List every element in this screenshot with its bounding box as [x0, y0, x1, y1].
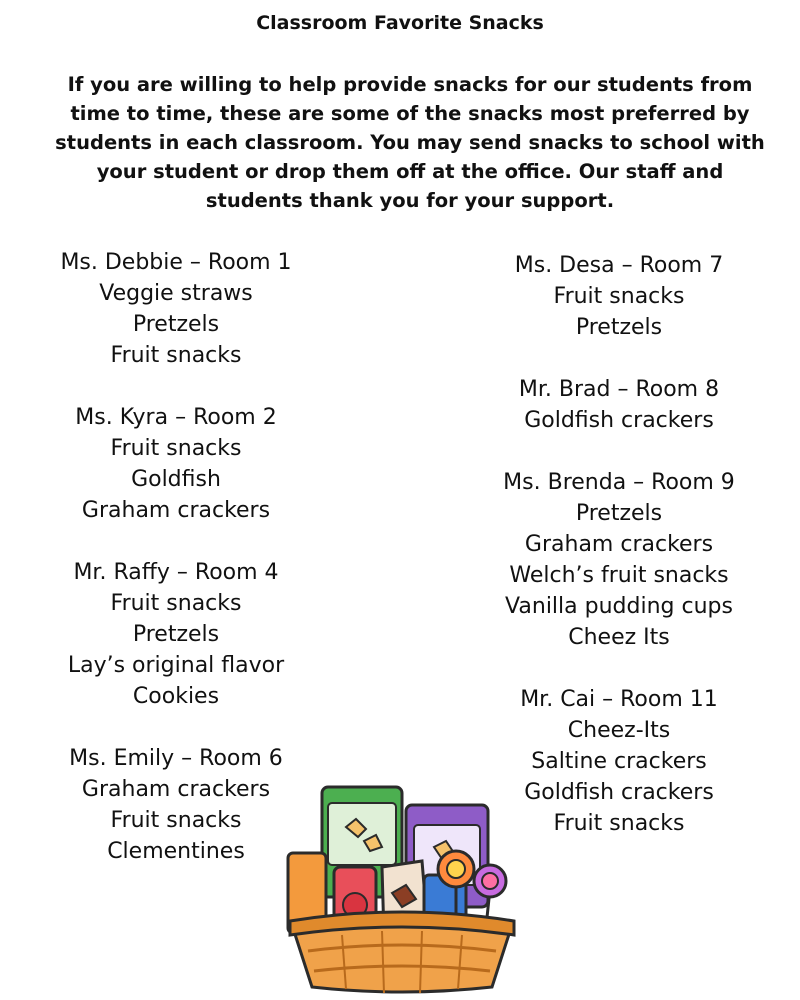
snack-item: Pretzels — [575, 315, 663, 340]
left-column — [11, 247, 341, 867]
snack-item: Cheez Its — [568, 625, 670, 650]
snack-item: Fruit snacks — [110, 436, 242, 461]
room-block — [11, 247, 341, 371]
snack-list — [454, 281, 784, 343]
room-block — [454, 250, 784, 343]
room-teacher-heading: Mr. Raffy – Room 4 — [73, 560, 279, 585]
snack-item: Fruit snacks — [110, 591, 242, 616]
snack-item: Fruit snacks — [110, 808, 242, 833]
snack-item: Graham crackers — [524, 532, 714, 557]
snack-item: Saltine crackers — [531, 749, 707, 774]
snack-item: Cookies — [132, 684, 220, 709]
room-teacher-heading: Ms. Brenda – Room 9 — [503, 470, 735, 495]
snack-item: Welch’s fruit snacks — [509, 563, 729, 588]
room-teacher-heading: Mr. Brad – Room 8 — [518, 377, 720, 402]
snack-list — [11, 588, 341, 712]
snack-basket-icon — [282, 775, 522, 995]
snack-item: Goldfish crackers — [524, 408, 714, 433]
snack-item: Graham crackers — [81, 777, 271, 802]
room-teacher-heading: Mr. Cai – Room 11 — [520, 687, 718, 712]
snack-item: Goldfish — [131, 467, 221, 492]
right-column — [454, 250, 784, 839]
snack-item: Graham crackers — [81, 498, 271, 523]
snack-list — [11, 278, 341, 371]
page-title: Classroom Favorite Snacks — [256, 12, 544, 34]
snack-item: Fruit snacks — [553, 811, 685, 836]
snack-item: Pretzels — [132, 622, 220, 647]
room-block — [11, 557, 341, 712]
snack-item: Lay’s original flavor — [67, 653, 285, 678]
room-teacher-heading: Ms. Emily – Room 6 — [69, 746, 283, 771]
snack-item: Pretzels — [132, 312, 220, 337]
snack-list — [454, 405, 784, 436]
room-teacher-heading: Ms. Desa – Room 7 — [514, 253, 724, 278]
room-block — [454, 467, 784, 653]
snack-list — [454, 498, 784, 653]
snack-item: Pretzels — [575, 501, 663, 526]
intro-paragraph: If you are willing to help provide snacks for our students from time to time, these are some of the snacks most preferred by students in each classroom. You may send snacks to school with your student or drop them off at the office. Our staff and students thank you for your support. — [55, 73, 765, 212]
room-teacher-heading: Ms. Kyra – Room 2 — [75, 405, 277, 430]
snack-item: Fruit snacks — [553, 284, 685, 309]
room-teacher-heading: Ms. Debbie – Room 1 — [60, 250, 292, 275]
snack-item: Vanilla pudding cups — [505, 594, 733, 619]
snack-item: Goldfish crackers — [524, 780, 714, 805]
snack-item: Veggie straws — [99, 281, 253, 306]
room-block — [454, 374, 784, 436]
snack-item: Cheez-Its — [567, 718, 671, 743]
snack-item: Clementines — [107, 839, 245, 864]
wicker-basket-icon — [290, 912, 514, 993]
room-block — [11, 402, 341, 526]
snack-list — [11, 433, 341, 526]
snack-item: Fruit snacks — [110, 343, 242, 368]
